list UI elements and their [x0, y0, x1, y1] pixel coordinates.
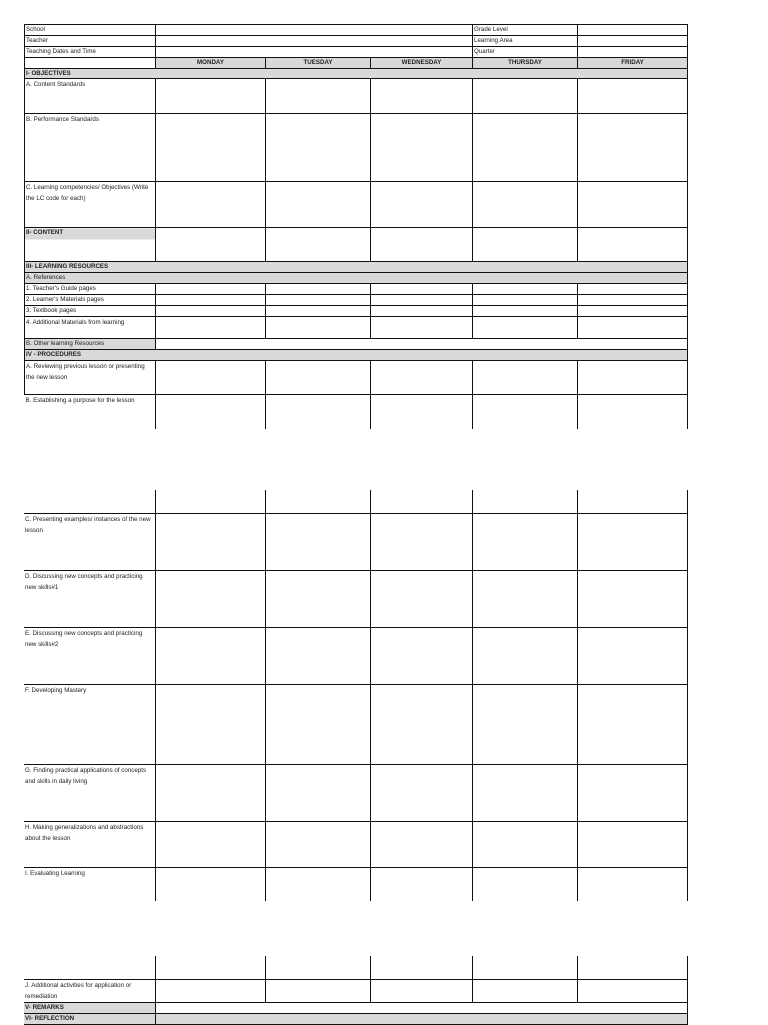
row-other-resources: B. Other learning Resources — [25, 339, 156, 350]
cell[interactable] — [371, 284, 473, 295]
cell[interactable] — [370, 684, 472, 764]
cell[interactable] — [156, 295, 266, 306]
cell[interactable] — [155, 513, 265, 570]
dll-table-part-1 — [24, 24, 687, 429]
cell[interactable] — [577, 867, 687, 901]
cell[interactable] — [265, 821, 370, 867]
row-applications: G. Finding practical applications of concepts and skills in daily living — [24, 764, 155, 821]
day-thursday: THURSDAY — [473, 58, 578, 69]
cell[interactable] — [370, 956, 472, 979]
cell[interactable] — [578, 361, 688, 395]
row-textbook-pages: 3. Textbook pages — [25, 306, 156, 317]
cell[interactable] — [473, 228, 578, 262]
cell[interactable] — [370, 570, 472, 627]
row-additional-materials: 4. Additional Materials from learning — [25, 317, 156, 339]
cell[interactable] — [265, 570, 370, 627]
quarter-field[interactable] — [578, 47, 688, 58]
cell[interactable] — [371, 182, 473, 228]
cell[interactable] — [155, 979, 265, 1002]
cell[interactable] — [577, 821, 687, 867]
cell[interactable] — [156, 361, 266, 395]
school-label: School — [25, 25, 156, 36]
row-evaluating: I. Evaluating Learning — [24, 867, 155, 901]
cell[interactable] — [155, 956, 265, 979]
cell[interactable] — [266, 361, 371, 395]
cell[interactable] — [265, 979, 370, 1002]
school-field[interactable] — [156, 25, 473, 36]
cell[interactable] — [156, 284, 266, 295]
cell[interactable] — [472, 513, 577, 570]
cell[interactable] — [473, 182, 578, 228]
cell[interactable] — [577, 513, 687, 570]
cell[interactable] — [155, 1013, 687, 1024]
corner-cell — [25, 58, 156, 69]
cell[interactable] — [266, 228, 371, 262]
dates-field[interactable] — [156, 47, 473, 58]
cell[interactable] — [371, 79, 473, 114]
cell[interactable] — [370, 764, 472, 821]
cell[interactable] — [473, 284, 578, 295]
cell[interactable] — [265, 513, 370, 570]
cell[interactable] — [472, 956, 577, 979]
cell[interactable] — [371, 228, 473, 262]
cell[interactable] — [156, 182, 266, 228]
section-content: II- CONTENT — [25, 228, 156, 262]
cell[interactable] — [473, 79, 578, 114]
dll-table-part-2 — [24, 490, 687, 901]
row-discussing-2: E. Discussing new concepts and practicing new skills#2 — [24, 627, 155, 684]
cell[interactable] — [155, 1002, 687, 1013]
cell[interactable] — [370, 821, 472, 867]
quarter-label: Quarter — [473, 47, 578, 58]
cell[interactable] — [578, 79, 688, 114]
cell[interactable] — [577, 490, 687, 513]
cell[interactable] — [578, 182, 688, 228]
cell[interactable] — [472, 867, 577, 901]
cell[interactable] — [371, 295, 473, 306]
cell[interactable] — [156, 339, 688, 350]
row-additional-activities: J. Additional activities for application or remediation — [24, 979, 155, 1002]
cell[interactable] — [155, 490, 265, 513]
cell[interactable] — [266, 306, 371, 317]
cell[interactable] — [370, 979, 472, 1002]
cell[interactable] — [370, 490, 472, 513]
cell[interactable] — [266, 284, 371, 295]
learning-area-label: Learning Area — [473, 36, 578, 47]
section-objectives: I- OBJECTIVES — [25, 69, 688, 79]
cell[interactable] — [371, 361, 473, 395]
cell[interactable] — [370, 513, 472, 570]
cell[interactable] — [370, 627, 472, 684]
cell[interactable] — [156, 395, 266, 429]
cell[interactable] — [578, 395, 688, 429]
row-discussing-1: D. Discussing new concepts and practicing new skills#1 — [24, 570, 155, 627]
cell[interactable] — [577, 627, 687, 684]
teacher-field[interactable] — [156, 36, 473, 47]
cell[interactable] — [472, 490, 577, 513]
cell[interactable] — [266, 182, 371, 228]
section-procedures: IV - PROCEDURES — [25, 350, 688, 361]
cell[interactable] — [370, 867, 472, 901]
cell[interactable] — [473, 395, 578, 429]
cell[interactable] — [265, 684, 370, 764]
continued-cell — [24, 956, 155, 979]
section-remarks: V- REMARKS — [24, 1002, 155, 1013]
cell[interactable] — [578, 295, 688, 306]
cell[interactable] — [266, 395, 371, 429]
cell[interactable] — [155, 684, 265, 764]
cell[interactable] — [578, 114, 688, 182]
cell[interactable] — [577, 956, 687, 979]
cell[interactable] — [156, 114, 266, 182]
cell[interactable] — [472, 570, 577, 627]
teacher-label: Teacher — [25, 36, 156, 47]
day-tuesday: TUESDAY — [266, 58, 371, 69]
cell[interactable] — [371, 395, 473, 429]
cell[interactable] — [156, 228, 266, 262]
cell[interactable] — [578, 284, 688, 295]
row-tg-pages: 1. Teacher's Guide pages — [25, 284, 156, 295]
cell[interactable] — [266, 79, 371, 114]
cell[interactable] — [156, 79, 266, 114]
continued-cell — [24, 490, 155, 513]
row-competencies: C. Learning competencies/ Objectives (Write the LC code for each) — [25, 182, 156, 228]
row-examples: C. Presenting examples/ instances of the new lesson — [24, 513, 155, 570]
cell[interactable] — [156, 306, 266, 317]
row-generalizations: H. Making generalizations and abstractions about the lesson — [24, 821, 155, 867]
cell[interactable] — [265, 764, 370, 821]
cell[interactable] — [155, 627, 265, 684]
cell[interactable] — [577, 684, 687, 764]
row-references: A. References — [25, 273, 688, 284]
cell[interactable] — [578, 317, 688, 339]
cell[interactable] — [472, 764, 577, 821]
cell[interactable] — [371, 306, 473, 317]
cell[interactable] — [472, 821, 577, 867]
day-monday: MONDAY — [156, 58, 266, 69]
section-reflection: VI- REFLECTION — [24, 1013, 155, 1024]
cell[interactable] — [155, 821, 265, 867]
day-wednesday: WEDNESDAY — [371, 58, 473, 69]
cell[interactable] — [472, 684, 577, 764]
row-mastery: F. Developing Mastery — [24, 684, 155, 764]
grade-level-label: Grade Level — [473, 25, 578, 36]
learning-area-field[interactable] — [578, 36, 688, 47]
day-friday: FRIDAY — [578, 58, 688, 69]
cell[interactable] — [578, 306, 688, 317]
cell[interactable] — [577, 979, 687, 1002]
row-content-standards: A. Content Standards — [25, 79, 156, 114]
cell[interactable] — [266, 295, 371, 306]
cell[interactable] — [473, 114, 578, 182]
cell[interactable] — [472, 979, 577, 1002]
dates-label: Teaching Dates and Time — [25, 47, 156, 58]
cell[interactable] — [472, 627, 577, 684]
cell[interactable] — [371, 317, 473, 339]
row-performance-standards: B. Performance Standards — [25, 114, 156, 182]
cell[interactable] — [155, 764, 265, 821]
cell[interactable] — [265, 627, 370, 684]
cell[interactable] — [266, 114, 371, 182]
cell[interactable] — [265, 867, 370, 901]
grade-level-field[interactable] — [578, 25, 688, 36]
cell[interactable] — [578, 228, 688, 262]
cell[interactable] — [265, 490, 370, 513]
row-lm-pages: 2. Learner's Materials pages — [25, 295, 156, 306]
section-resources: III- LEARNING RESOURCES — [25, 262, 688, 273]
cell[interactable] — [473, 295, 578, 306]
dll-table-part-3 — [24, 956, 687, 1025]
cell[interactable] — [473, 317, 578, 339]
cell[interactable] — [577, 764, 687, 821]
cell[interactable] — [473, 306, 578, 317]
row-reviewing: A. Reviewing previous lesson or presenting the new lesson — [25, 361, 156, 395]
cell[interactable] — [266, 317, 371, 339]
cell[interactable] — [371, 114, 473, 182]
cell[interactable] — [155, 570, 265, 627]
cell[interactable] — [473, 361, 578, 395]
row-purpose: B. Establishing a purpose for the lesson — [25, 395, 156, 429]
cell[interactable] — [265, 956, 370, 979]
cell[interactable] — [155, 867, 265, 901]
cell[interactable] — [156, 317, 266, 339]
cell[interactable] — [577, 570, 687, 627]
